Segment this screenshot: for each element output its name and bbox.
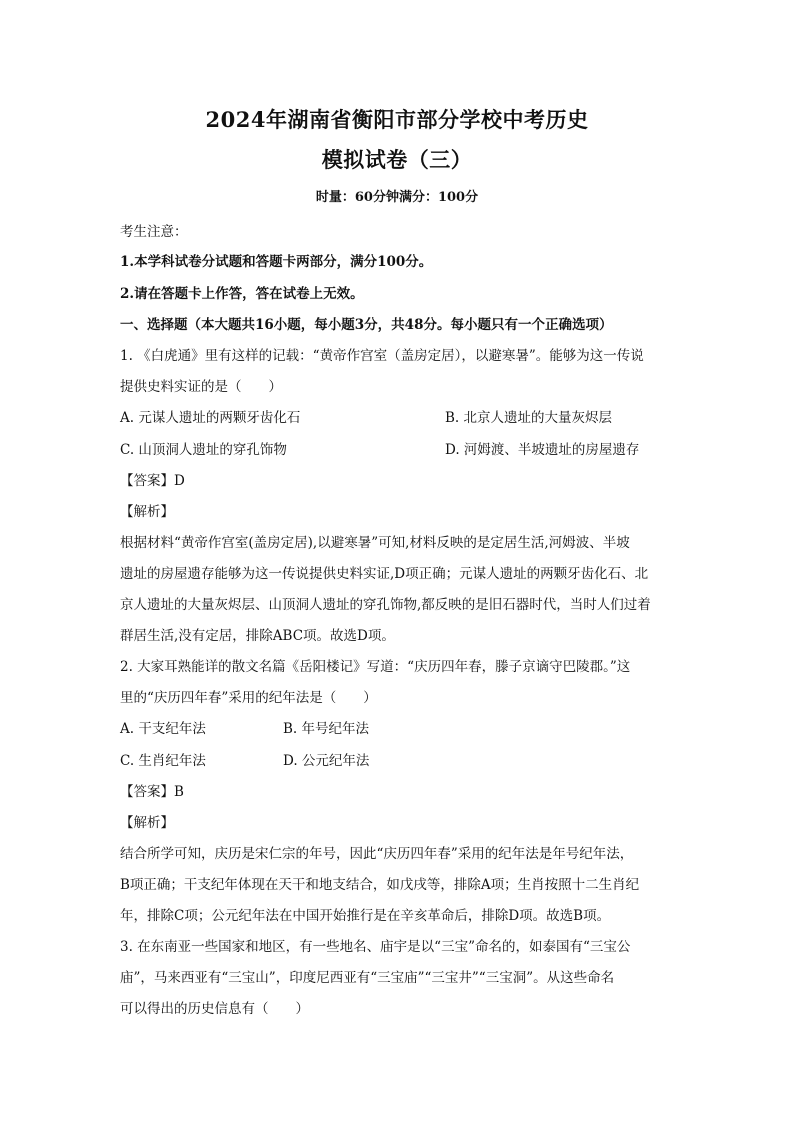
notice-item-2: 2.请在答题卡上作答，答在试卷上无效。	[120, 286, 364, 302]
q2-option-c: C. 生肖纪年法	[120, 753, 206, 769]
q1-option-b: B. 北京人遗址的大量灰烬层	[445, 410, 613, 426]
q1-option-c: C. 山顶洞人遗址的穿孔饰物	[120, 442, 287, 458]
q2-option-a: A. 干支纪年法	[120, 721, 206, 737]
q2-analysis-line: B项正确；干支纪年体现在天干和地支结合，如戊戌等，排除A项；生肖按照十二生肖纪	[120, 877, 640, 893]
q2-option-d: D. 公元纪年法	[283, 753, 370, 769]
q1-option-d: D. 河姆渡、半坡遗址的房屋遗存	[445, 442, 640, 458]
q1-analysis-label: 【解析】	[120, 504, 174, 520]
q1-stem-line: 1. 《白虎通》里有这样的记载：“黄帝作宫室（盖房定居），以避寒暑”。能够为这一传说	[120, 348, 644, 364]
q1-option-a: A. 元谋人遗址的两颗牙齿化石	[120, 410, 301, 426]
q3-stem-line: 可以得出的历史信息有（ ）	[120, 1001, 309, 1017]
q2-stem-line: 2. 大家耳熟能详的散文名篇《岳阳楼记》写道：“庆历四年春，滕子京谪守巴陵郡。”这	[120, 659, 631, 675]
q3-stem-line: 3. 在东南亚一些国家和地区，有一些地名、庙宇是以“三宝”命名的，如泰国有“三宝公	[120, 939, 631, 955]
notice-item-1: 1.本学科试卷分试题和答题卡两部分，满分100分。	[120, 254, 433, 270]
notice-heading: 考生注意：	[120, 224, 188, 240]
section-heading: 一、选择题（本大题共16小题，每小题3分，共48分。每小题只有一个正确选项）	[120, 317, 613, 333]
exam-title-subline: 模拟试卷（三）	[321, 147, 473, 172]
q2-option-b: B. 年号纪年法	[283, 721, 370, 737]
q1-analysis-line: 根据材料“黄帝作宫室(盖房定居),以避寒暑”可知,材料反映的是定居生活,河姆波、半坡	[120, 535, 630, 551]
q1-analysis-line: 遗址的房屋遗存能够为这一传说提供史料实证,D项正确；元谋人遗址的两颗牙齿化石、北	[120, 566, 649, 582]
q2-answer: 【答案】B	[120, 784, 184, 800]
q2-analysis-line: 结合所学可知，庆历是宋仁宗的年号，因此“庆历四年春”采用的纪年法是年号纪年法，	[120, 846, 634, 862]
q3-stem-line: 庙”，马来西亚有“三宝山”，印度尼西亚有“三宝庙”“三宝井”“三宝洞”。从这些命名	[120, 970, 615, 986]
q1-stem-line: 提供史料实证的是（ ）	[120, 379, 282, 395]
q1-analysis-line: 群居生活,没有定居，排除ABC项。故选D项。	[120, 628, 395, 644]
q1-answer: 【答案】D	[120, 473, 185, 489]
q2-analysis-line: 年，排除C项；公元纪年法在中国开始推行是在辛亥革命后，排除D项。故选B项。	[120, 908, 611, 924]
q1-analysis-line: 京人遗址的大量灰烬层、山顶洞人遗址的穿孔饰物,都反映的是旧石器时代，当时人们过着	[120, 597, 651, 613]
q2-analysis-label: 【解析】	[120, 815, 174, 831]
q2-stem-line: 里的“庆历四年春”采用的纪年法是（ ）	[120, 690, 377, 706]
exam-title: 2024年湖南省衡阳市部分学校中考历史	[205, 107, 589, 132]
time-score-info: 时量：60分钟满分：100分	[315, 190, 479, 205]
